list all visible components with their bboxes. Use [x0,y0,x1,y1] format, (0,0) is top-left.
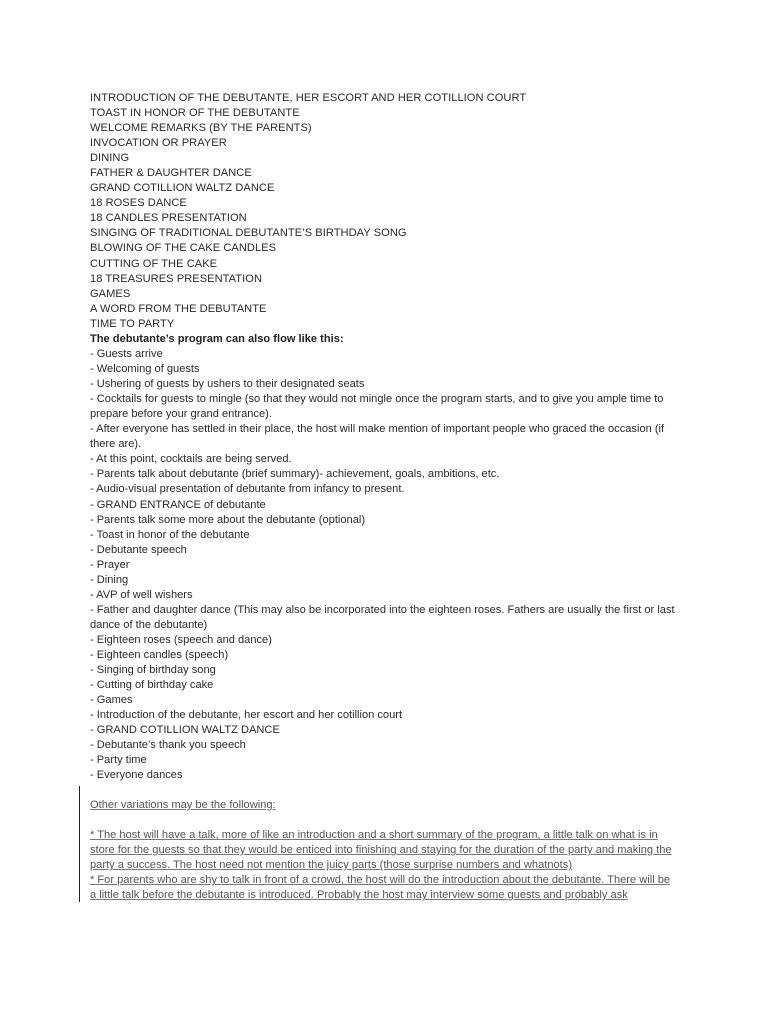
flow-item: - Parents talk about debutante (brief summary)- achievement, goals, ambitions, etc. [90,468,500,481]
flow-item: - Introduction of the debutante, her escort and her cotillion court [90,709,403,722]
variations-section [90,798,675,903]
program-item: INVOCATION OR PRAYER [90,137,227,150]
flow-item: - Guests arrive [90,348,163,361]
program-item: SINGING OF TRADITIONAL DEBUTANTE’S BIRTHDAY SONG [90,227,407,240]
revision-change-bar [79,786,80,902]
variations-heading: Other variations may be the following: [90,799,276,811]
flow-item: - Cocktails for guests to mingle (so that they would not mingle once the program starts, and to give you ample time to prepare before your grand entrance). [90,393,664,421]
program-item: GRAND COTILLION WALTZ DANCE [90,182,275,195]
flow-item: - GRAND ENTRANCE of debutante [90,498,266,511]
flow-item: - Father and daughter dance (This may also be incorporated into the eighteen roses. Fathers are usually the first or last dance of the debutante) [90,603,675,631]
program-list [90,91,690,332]
flow-item: - Prayer [90,558,130,571]
flow-item: - AVP of well wishers [90,588,193,601]
flow-item: - Ushering of guests by ushers to their designated seats [90,378,365,391]
alternate-flow-section [90,332,690,783]
variation-paragraph: * For parents who are shy to talk in front of a crowd, the host will do the introduction about the debutante. There will be a little talk before the debutante is introduced. Probably the host may interview some guests and probably ask [90,874,671,902]
flow-item: - Dining [90,573,129,586]
variation-paragraph: * The host will have a talk, more of like an introduction and a short summary of the program, a little talk on what is in store for the guests so that they would be enticed into finishing and staying for the duration of the party and making the party a success. The host need not mention the juicy parts (those surprise numbers and whatnots) [90,829,672,872]
flow-item: - GRAND COTILLION WALTZ DANCE [90,724,280,737]
program-item: TIME TO PARTY [90,317,175,330]
flow-item: - Audio-visual presentation of debutante from infancy to present. [90,483,405,496]
paragraph-spacer [90,813,675,828]
flow-item: - At this point, cocktails are being served. [90,453,292,466]
flow-item: - Toast in honor of the debutante [90,528,250,541]
flow-item: - Games [90,694,133,707]
program-item: 18 ROSES DANCE [90,197,187,210]
flow-item: - Debutante’s thank you speech [90,739,246,752]
flow-item: - Eighteen roses (speech and dance) [90,633,272,646]
program-item: TOAST IN HONOR OF THE DEBUTANTE [90,107,300,120]
flow-item: - Cutting of birthday cake [90,679,214,692]
program-item: 18 TREASURES PRESENTATION [90,272,263,285]
flow-item: - Parents talk some more about the debutante (optional) [90,513,366,526]
program-item: INTRODUCTION OF THE DEBUTANTE, HER ESCORT AND HER COTILLION COURT [90,92,527,104]
flow-item: - Eighteen candles (speech) [90,648,229,661]
flow-item: - Party time [90,754,147,767]
program-item: 18 CANDLES PRESENTATION [90,212,247,225]
program-item: GAMES [90,287,131,300]
program-item: BLOWING OF THE CAKE CANDLES [90,242,277,255]
flow-item: - Debutante speech [90,543,187,556]
program-item: A WORD FROM THE DEBUTANTE [90,302,267,315]
program-item: WELCOME REMARKS (BY THE PARENTS) [90,122,312,135]
flow-item: - Singing of birthday song [90,664,216,677]
program-item: CUTTING OF THE CAKE [90,257,218,270]
program-item: FATHER & DAUGHTER DANCE [90,167,252,180]
flow-item: - Everyone dances [90,769,183,782]
flow-item: - Welcoming of guests [90,363,200,376]
flow-heading: The debutante’s program can also flow like this: [90,333,344,345]
program-item: DINING [90,152,130,165]
flow-item: - After everyone has settled in their place, the host will make mention of important people who graced the occasion (if there are). [90,423,665,451]
flow-list [90,347,690,783]
